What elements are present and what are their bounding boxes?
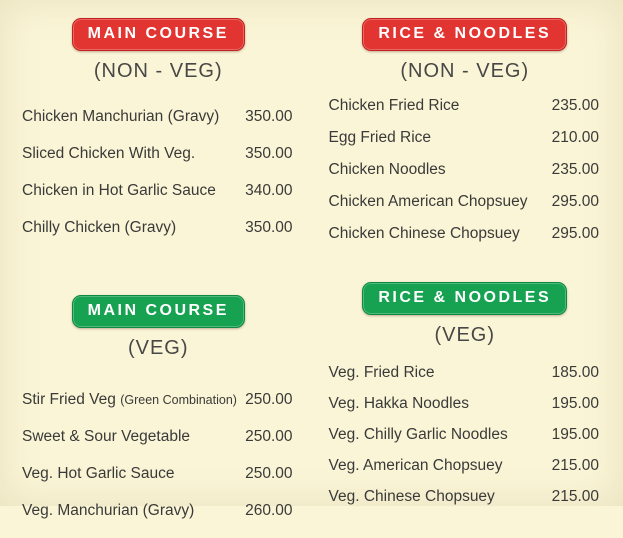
section-subtitle: (VEG): [434, 324, 496, 346]
menu-item: [22, 144, 295, 164]
item-name: [22, 390, 237, 410]
menu-item: [22, 427, 295, 447]
item-name: Chicken Manchurian (Gravy): [22, 108, 220, 125]
item-price: 350.00: [245, 145, 293, 162]
section-items: [22, 107, 295, 255]
section-title-badge: RICE & NOODLES: [362, 282, 567, 315]
item-price: 215.00: [551, 457, 599, 474]
item-price: 210.00: [551, 129, 599, 146]
item-price: 295.00: [551, 193, 599, 210]
section-items: [329, 363, 602, 518]
menu-item: [329, 224, 602, 244]
item-price: 295.00: [551, 225, 599, 242]
item-price: 250.00: [245, 428, 293, 445]
item-name: Veg. Fried Rice: [328, 364, 435, 381]
menu-item: [329, 425, 602, 445]
menu-item: [22, 181, 295, 201]
item-name: Egg Fried Rice: [328, 129, 432, 146]
section-rice-noodles-nonveg: [329, 18, 602, 256]
item-name: Chilly Chicken (Gravy): [22, 219, 177, 236]
section-items: [329, 96, 602, 256]
item-price: 350.00: [245, 219, 293, 236]
item-name: Veg. Hot Garlic Sauce: [22, 465, 175, 482]
section-header: [22, 18, 295, 51]
item-price: 235.00: [551, 97, 599, 114]
section-header: [22, 295, 295, 328]
section-subtitle: (VEG): [127, 337, 189, 359]
menu-item: [22, 107, 295, 127]
menu-item: [22, 218, 295, 238]
item-price: 250.00: [245, 391, 293, 408]
item-name: Veg. American Chopsuey: [328, 457, 503, 474]
item-name: Chicken Chinese Chopsuey: [328, 225, 520, 242]
item-price: 215.00: [551, 488, 599, 505]
menu-item: [329, 456, 602, 476]
menu-item: [329, 192, 602, 212]
menu-column-right: [329, 12, 602, 506]
item-note: (Green Combination): [120, 393, 237, 407]
menu-item: [329, 363, 602, 383]
item-name: Veg. Hakka Noodles: [328, 395, 469, 412]
menu-item: [329, 160, 602, 180]
section-title-badge: RICE & NOODLES: [362, 18, 567, 51]
section-items: [22, 390, 295, 538]
section-title-badge: MAIN COURSE: [72, 295, 245, 328]
section-header: [329, 18, 602, 51]
section-subtitle: (NON - VEG): [400, 60, 530, 82]
item-price: 260.00: [245, 502, 293, 519]
menu-item: [22, 464, 295, 484]
menu-item: [329, 487, 602, 507]
section-main-course-nonveg: [22, 18, 295, 255]
menu-item: [329, 394, 602, 414]
section-rice-noodles-veg: [329, 282, 602, 518]
menu-column-left: [22, 12, 295, 519]
item-price: 195.00: [551, 395, 599, 412]
section-title-badge: MAIN COURSE: [72, 18, 245, 51]
section-main-course-veg: [22, 295, 295, 538]
item-price: 250.00: [245, 465, 293, 482]
item-price: 185.00: [551, 364, 599, 381]
item-name: Chicken American Chopsuey: [328, 193, 528, 210]
section-subtitle: (NON - VEG): [93, 60, 223, 82]
menu-item: [22, 501, 295, 521]
item-name: Veg. Manchurian (Gravy): [22, 502, 195, 519]
item-name: Chicken Noodles: [328, 161, 446, 178]
item-name: Chicken in Hot Garlic Sauce: [22, 182, 216, 199]
item-price: 235.00: [551, 161, 599, 178]
menu-item: [22, 390, 295, 410]
item-price: 350.00: [245, 108, 293, 125]
item-price: 195.00: [551, 426, 599, 443]
item-name: Sliced Chicken With Veg.: [22, 145, 196, 162]
item-name: Chicken Fried Rice: [328, 97, 460, 114]
item-name: Veg. Chinese Chopsuey: [328, 488, 495, 505]
menu-item: [329, 128, 602, 148]
section-header: [329, 282, 602, 315]
menu-item: [329, 96, 602, 116]
item-name: Sweet & Sour Vegetable: [22, 428, 191, 445]
item-name: Veg. Chilly Garlic Noodles: [328, 426, 508, 443]
item-name-text: Stir Fried Veg: [22, 391, 116, 408]
item-price: 340.00: [245, 182, 293, 199]
